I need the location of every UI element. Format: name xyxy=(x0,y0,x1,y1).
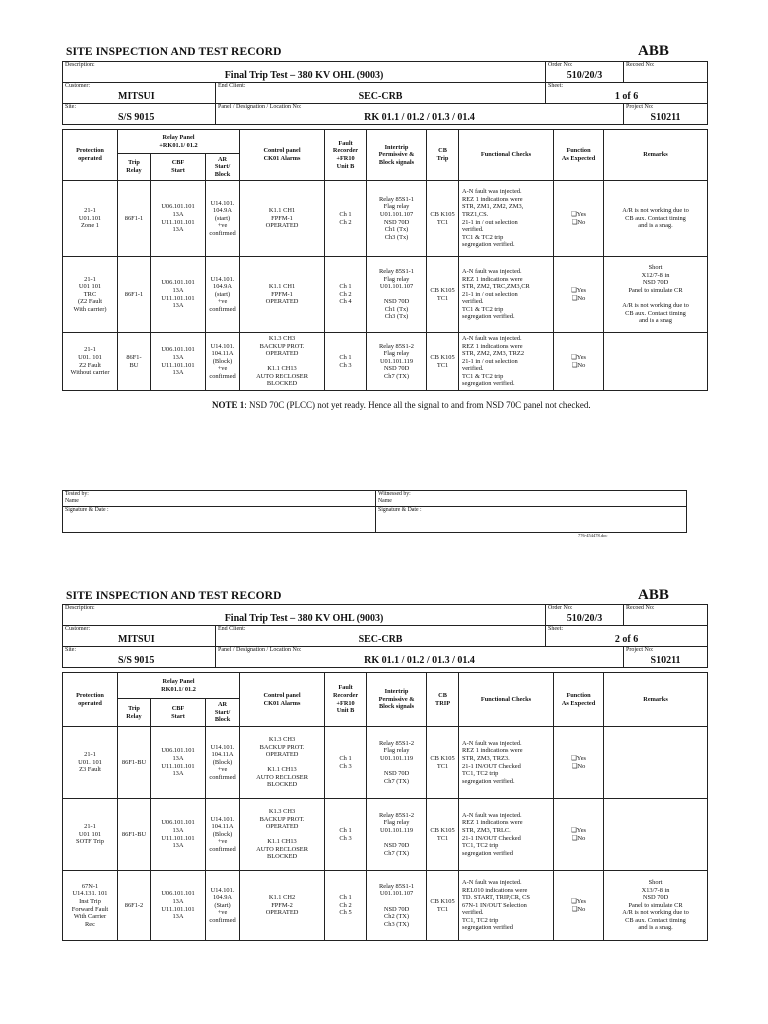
test-table xyxy=(62,672,708,941)
functional-cell: A-N fault was injected. REZ 1 indications were STR, ZM2, ZM3, TRZ2 21-1 in / out selection verified. TC1 & TC2 trip segregation verified. xyxy=(459,333,554,391)
site-value: S/S 9015 xyxy=(118,112,155,123)
order-label: Order No: xyxy=(548,62,573,68)
remarks-cell: A/R is not working due to CB aux. Contact timing and is a snag. xyxy=(604,181,708,257)
cbf-cell: U06.101.101 13A U11.101.101 13A xyxy=(151,257,206,333)
control-cell: K1.3 CH3 BACKUP PROT. OPERATED K1.1 CH13 AUTO RECLOSER BLOCKED xyxy=(240,799,325,871)
cbf-cell: U06.101.101 13A U11.101.101 13A xyxy=(151,871,206,941)
control-cell: K1.3 CH3 BACKUP PROT. OPERATED K1.1 CH13 AUTO RECLOSER BLOCKED xyxy=(240,727,325,799)
fault-cell: Ch 1 Ch 2 xyxy=(325,181,367,257)
panel-value: RK 01.1 / 01.2 / 01.3 / 01.4 xyxy=(364,655,475,666)
note-label: NOTE 1 xyxy=(212,400,245,410)
table-row xyxy=(63,727,708,799)
header-table xyxy=(62,604,708,668)
cbf-cell: U06.101.101 13A U11.101.101 13A xyxy=(151,799,206,871)
control-cell: K1.1 CH2 FPFM-2 OPERATED xyxy=(240,871,325,941)
fault-cell: Ch 1 Ch 3 xyxy=(325,727,367,799)
no-checkbox[interactable]: ❑No xyxy=(571,294,586,302)
trip-relay-cell: 86F1-BU xyxy=(118,799,151,871)
col-trip-relay: Trip Relay xyxy=(118,154,151,181)
trip-relay-cell: 86F1-BU xyxy=(118,727,151,799)
order-value: 510/20/3 xyxy=(566,70,603,81)
end-client-value: SEC-CRB xyxy=(358,91,403,102)
col-trip-relay: Trip Relay xyxy=(118,699,151,727)
ar-cell: U14.101. 104.11A (Block) +ve confirmed xyxy=(206,799,240,871)
functional-cell: A-N fault was injected. REZ 1 indications were STR, ZM3, TRLC. 21-1 IN/OUT Checked TC1, TC2 trip segregation verified xyxy=(459,799,554,871)
function-expected-cell xyxy=(554,333,604,391)
table-row xyxy=(63,333,708,391)
panel-label: Panel / Designation / Location No: xyxy=(218,647,302,653)
functional-cell: A-N fault was injected. REZ 1 indications were STR, ZM3, TRZ3. 21-1 IN/OUT Checked TC1, TC2 trip segregation verified. xyxy=(459,727,554,799)
yes-checkbox[interactable]: ❑Yes xyxy=(571,826,587,834)
header-table xyxy=(62,61,708,125)
table-row xyxy=(63,871,708,941)
order-value: 510/20/3 xyxy=(566,613,603,624)
description-value: Final Trip Test – 380 KV OHL (9003) xyxy=(224,70,384,81)
fault-cell: Ch 1 Ch 3 xyxy=(325,799,367,871)
cbf-cell: U06.101.101 13A U11.101.101 13A xyxy=(151,727,206,799)
cb-cell: CB K105 TC1 xyxy=(427,333,459,391)
table-row xyxy=(63,257,708,333)
table-row xyxy=(63,799,708,871)
description-label: Description: xyxy=(65,62,95,68)
remarks-cell: Short X13/7-8 in NSD 70D Panel to simulate CR A/R is not working due to CB aux. Contact timing and is a snag. xyxy=(604,871,708,941)
control-cell: K1.3 CH3 BACKUP PROT. OPERATED K1.1 CH13 AUTO RECLOSER BLOCKED xyxy=(240,333,325,391)
col-relay-panel: Relay Panel RK01.1/ 01.2 xyxy=(118,673,240,699)
fault-cell: Ch 1 Ch 2 Ch 4 xyxy=(325,257,367,333)
col-remarks: Remarks xyxy=(604,673,708,727)
end-client-value: SEC-CRB xyxy=(358,634,403,645)
signature-block xyxy=(62,490,707,533)
sheet-label: Sheet: xyxy=(548,626,564,632)
page-title: SITE INSPECTION AND TEST RECORD xyxy=(66,590,282,602)
document-number: 776-454478.doc xyxy=(578,533,608,538)
yes-checkbox[interactable]: ❑Yes xyxy=(571,286,587,294)
col-protection: Protection operated xyxy=(63,673,118,727)
protection-cell: 67N-1 U14.131. 101 Inst Trip Forward Fault With Carrier Rec xyxy=(63,871,118,941)
protection-cell: 21-1 U01. 101 Z2 Fault Without carrier xyxy=(63,333,118,391)
protection-cell: 21-1 U01.101 Zone 1 xyxy=(63,181,118,257)
ar-cell: U14.101. 104.11A (Block) +ve confirmed xyxy=(206,333,240,391)
panel-label: Panel / Designation / Location No: xyxy=(218,104,302,110)
record-label: Recoed No: xyxy=(626,605,655,611)
sheet-value: 2 of 6 xyxy=(614,634,639,645)
record-sheet xyxy=(62,61,707,391)
note-text: : NSD 70C (PLCC) not yet ready. Hence all the signal to and from NSD 70C panel not checked. xyxy=(244,400,591,410)
trip-relay-cell: 86F1-1 xyxy=(118,257,151,333)
col-cbf-start: CBF Start xyxy=(151,154,206,181)
col-intertrip: Intertrip Permissive & Block signals xyxy=(367,673,427,727)
description-value: Final Trip Test – 380 KV OHL (9003) xyxy=(224,613,384,624)
site-value: S/S 9015 xyxy=(118,655,155,666)
record-sheet xyxy=(62,604,707,941)
col-ar-start: AR Start/ Block xyxy=(206,154,240,181)
sheet-value: 1 of 6 xyxy=(614,91,639,102)
end-client-label: End Client: xyxy=(218,83,246,89)
col-ar-start: AR Start/ Block xyxy=(206,699,240,727)
ar-cell: U14.101. 104.9A (Start) +ve confirmed xyxy=(206,871,240,941)
note-1 xyxy=(212,400,591,410)
yes-checkbox[interactable]: ❑Yes xyxy=(571,353,587,361)
abb-logo: ABB xyxy=(638,43,669,59)
cb-cell: CB K105 TC1 xyxy=(427,799,459,871)
customer-label: Customer: xyxy=(65,83,90,89)
ar-cell: U14.101. 104.9A (start) +ve confirmed xyxy=(206,257,240,333)
customer-label: Customer: xyxy=(65,626,90,632)
tested-signature-field[interactable]: Signature & Date : xyxy=(63,507,376,533)
customer-value: MITSUI xyxy=(118,634,155,645)
site-label: Site: xyxy=(65,104,77,110)
intertrip-cell: Relay 85S1-1 Flag relay U01.101.107 NSD 70D Ch1 (Tx) Ch3 (Tx) xyxy=(367,181,427,257)
remarks-cell xyxy=(604,727,708,799)
witnessed-by-label: Witnessed by: xyxy=(378,491,411,497)
no-checkbox[interactable]: ❑No xyxy=(571,834,586,842)
trip-relay-cell: 86F1- BU xyxy=(118,333,151,391)
intertrip-cell: Relay 85S1-1 Flag relay U01.101.107 NSD 70D Ch1 (Tx) Ch3 (Tx) xyxy=(367,257,427,333)
remarks-cell xyxy=(604,333,708,391)
order-label: Order No: xyxy=(548,605,573,611)
yes-checkbox[interactable]: ❑Yes xyxy=(571,210,587,218)
col-cb-trip: CB Trip xyxy=(427,130,459,181)
cb-cell: CB K105 TC1 xyxy=(427,257,459,333)
cbf-cell: U06.101.101 13A U11.101.101 13A xyxy=(151,333,206,391)
yes-checkbox[interactable]: ❑Yes xyxy=(571,897,587,905)
record-label: Recoed No: xyxy=(626,62,655,68)
fault-cell: Ch 1 Ch 3 xyxy=(325,333,367,391)
witnessed-name-label[interactable]: Name xyxy=(378,497,392,504)
panel-value: RK 01.1 / 01.2 / 01.3 / 01.4 xyxy=(364,112,475,123)
tested-name-label[interactable]: Name xyxy=(65,497,79,504)
col-intertrip: Intertrip Permissive & Block signals xyxy=(367,130,427,181)
protection-cell: 21-1 U01 101 TRC (Z2 Fault With carrier) xyxy=(63,257,118,333)
function-expected-cell xyxy=(554,871,604,941)
functional-cell: A-N fault was injected. REL010 indications were TD. START, TRIP,CR, CS 67N-1 IN/OUT Selection verified. TC1, TC2 trip segregation verified xyxy=(459,871,554,941)
no-checkbox[interactable]: ❑No xyxy=(571,361,586,369)
col-control-panel: Control panel CK01 Alarms xyxy=(240,673,325,727)
test-table xyxy=(62,129,708,391)
ar-cell: U14.101. 104.11A (Block) +ve confirmed xyxy=(206,727,240,799)
fault-cell: Ch 1 Ch 2 Ch 5 xyxy=(325,871,367,941)
protection-cell: 21-1 U01 101 SOTF Trip xyxy=(63,799,118,871)
functional-cell: A-N fault was injected. REZ 1 indications were STR, ZM2, TRC,ZM3,CR 21-1 in / out selection verified. TC1 & TC2 trip segregation verified. xyxy=(459,257,554,333)
trip-relay-cell: 86F1-1 xyxy=(118,181,151,257)
col-relay-panel: Relay Panel +RK01.1/ 01.2 xyxy=(118,130,240,154)
col-cb-trip: CB TRIP xyxy=(427,673,459,727)
remarks-cell xyxy=(604,799,708,871)
no-checkbox[interactable]: ❑No xyxy=(571,905,586,913)
col-fault-recorder: Fault Recorder +FR10 Unit B xyxy=(325,673,367,727)
ar-cell: U14.101. 104.9A (start) +ve confirmed xyxy=(206,181,240,257)
col-remarks: Remarks xyxy=(604,130,708,181)
col-function-expected: Function As Expected xyxy=(554,130,604,181)
remarks-cell: Short X12/7-8 in NSD 70D Panel to simulate CR A/R is not working due to CB aux. Contact timing and is a snag xyxy=(604,257,708,333)
cb-cell: CB K105 TC1 xyxy=(427,727,459,799)
cb-cell: CB K105 TC1 xyxy=(427,181,459,257)
col-function-expected: Function As Expected xyxy=(554,673,604,727)
tested-by-label: Tested by: xyxy=(65,491,89,497)
function-expected-cell xyxy=(554,257,604,333)
sheet-label: Sheet: xyxy=(548,83,564,89)
control-cell: K1.1 CH1 FPFM-1 OPERATED xyxy=(240,181,325,257)
project-label: Project No: xyxy=(626,647,654,653)
intertrip-cell: Relay 85S1-2 Flag relay U01.101.119 NSD 70D Ch7 (TX) xyxy=(367,727,427,799)
project-value: S10211 xyxy=(650,655,681,666)
trip-relay-cell: 86F1-2 xyxy=(118,871,151,941)
no-checkbox[interactable]: ❑No xyxy=(571,218,586,226)
function-expected-cell xyxy=(554,181,604,257)
col-control-panel: Control panel CK01 Alarms xyxy=(240,130,325,181)
col-functional: Functional Checks xyxy=(459,673,554,727)
cbf-cell: U06.101.101 13A U11.101.101 13A xyxy=(151,181,206,257)
function-expected-cell xyxy=(554,799,604,871)
control-cell: K1.1 CH1 FPFM-1 OPERATED xyxy=(240,257,325,333)
no-checkbox[interactable]: ❑No xyxy=(571,762,586,770)
col-cbf-start: CBF Start xyxy=(151,699,206,727)
end-client-label: End Client: xyxy=(218,626,246,632)
project-label: Project No: xyxy=(626,104,654,110)
intertrip-cell: Relay 85S1-2 Flag relay U01.101.119 NSD 70D Ch7 (TX) xyxy=(367,799,427,871)
col-functional: Functional Checks xyxy=(459,130,554,181)
witnessed-signature-field[interactable]: Signature & Date : xyxy=(376,507,687,533)
intertrip-cell: Relay 85S1-1 U01.101.107 NSD 70D Ch2 (TX) Ch3 (TX) xyxy=(367,871,427,941)
page-title: SITE INSPECTION AND TEST RECORD xyxy=(66,46,282,58)
abb-logo: ABB xyxy=(638,587,669,603)
site-label: Site: xyxy=(65,647,77,653)
customer-value: MITSUI xyxy=(118,91,155,102)
cb-cell: CB K105 TC1 xyxy=(427,871,459,941)
col-fault-recorder: Fault Recorder +FR10 Unit B xyxy=(325,130,367,181)
intertrip-cell: Relay 85S1-2 Flag relay U01.101.119 NSD 70D Ch7 (TX) xyxy=(367,333,427,391)
functional-cell: A-N fault was injected. REZ 1 indications were STR, ZM1, ZM2, ZM3, TRZ1,CS. 21-1 in / out selection verified. TC1 & TC2 trip segregation verified. xyxy=(459,181,554,257)
description-label: Description: xyxy=(65,605,95,611)
yes-checkbox[interactable]: ❑Yes xyxy=(571,754,587,762)
table-row xyxy=(63,181,708,257)
protection-cell: 21-1 U01. 101 Z3 Fault xyxy=(63,727,118,799)
function-expected-cell xyxy=(554,727,604,799)
project-value: S10211 xyxy=(650,112,681,123)
col-protection: Protection operated xyxy=(63,130,118,181)
